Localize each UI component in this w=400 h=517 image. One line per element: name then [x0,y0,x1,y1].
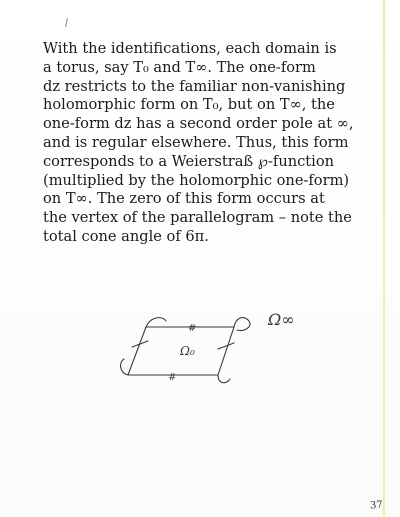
identification-marker-top: # [188,323,197,334]
identification-marker-bottom: # [168,372,177,383]
paragraph-line: the vertex of the parallelogram – note the [43,209,352,227]
corner-loop-bottom-left [121,359,128,375]
paragraph-line: on T∞. The zero of this form occurs at [43,190,325,208]
paragraph [43,40,361,247]
paragraph-line: corresponds to a Weierstraß ℘-function [43,152,335,170]
corner-loop-top-right [234,318,250,331]
paragraph-line: holomorphic form on T₀, but on T∞, the [43,96,335,114]
parallelogram-sketch [110,305,310,390]
paragraph-line: one-form dz has a second order pole at ∞, [43,115,354,133]
corner-loop-top-left [146,318,166,327]
paragraph-line: With the identifications, each domain is [43,40,337,57]
edge-tick-right [218,343,234,349]
omega-zero-label: Ω₀ [180,344,195,358]
paragraph-line: total cone angle of 6π. [43,227,209,245]
omega-infinity-label: Ω∞ [268,310,295,329]
page-edge-highlight [383,0,385,517]
paragraph-line: a torus, say T₀ and T∞. The one-form [43,58,316,76]
paragraph-line: and is regular elsewhere. Thus, this form [43,133,349,151]
paragraph-line: (multiplied by the holomorphic one-form) [43,171,350,189]
paragraph-line: dz restricts to the familiar non-vanishing [43,77,346,95]
page-number: 37 [369,499,384,512]
corner-loop-bottom-right [218,375,230,383]
stray-pencil-mark [65,18,68,27]
